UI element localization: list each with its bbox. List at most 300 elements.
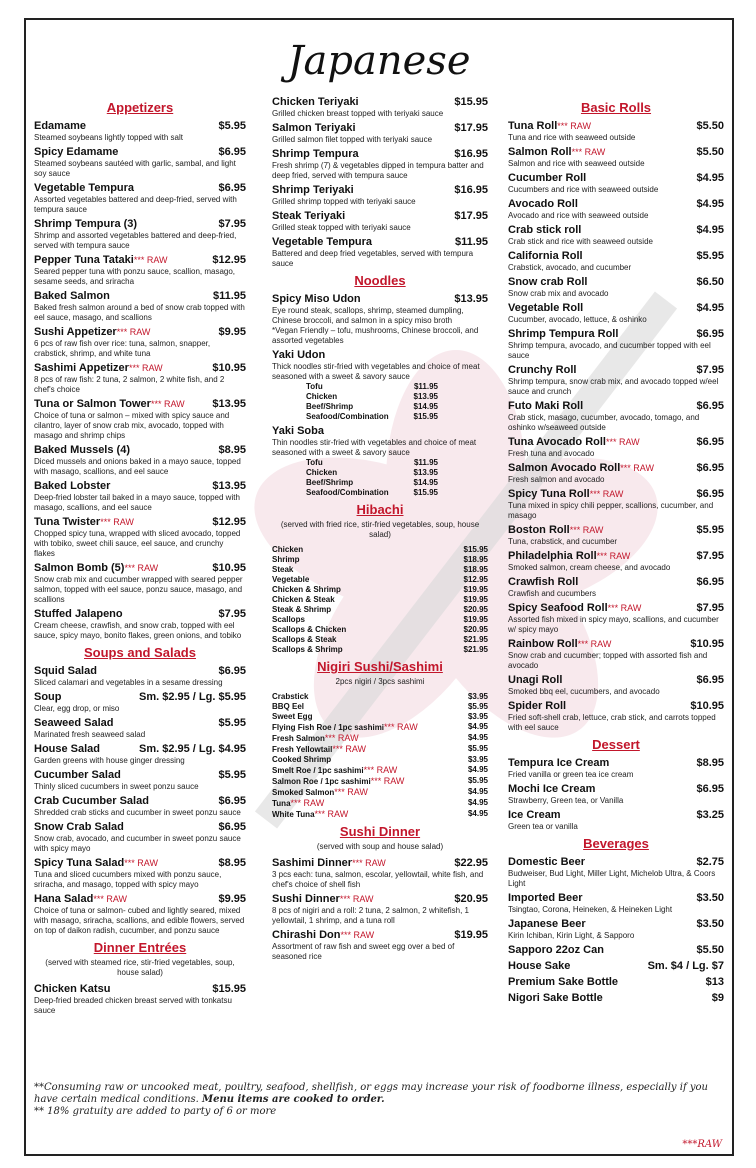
menu-item-price: $6.95 bbox=[696, 783, 724, 795]
menu-item-row bbox=[508, 892, 724, 905]
price-row bbox=[272, 615, 488, 625]
menu-item-name-wrap bbox=[34, 146, 118, 159]
menu-item-name: Baked Mussels (4) bbox=[34, 444, 130, 456]
menu-item-price: $9.95 bbox=[218, 326, 246, 338]
menu-item-row bbox=[508, 944, 724, 957]
menu-item bbox=[272, 184, 488, 207]
price-row-price: $21.95 bbox=[463, 635, 488, 644]
menu-item-description: Snow crab and cucumber; topped with assorted fish and avocado bbox=[508, 651, 708, 670]
menu-item-description: Assorted fish mixed in spicy mayo, scallions, and cucumber w/ spicy mayo bbox=[508, 615, 719, 634]
menu-item bbox=[508, 892, 724, 915]
menu-item-description: 8 pcs of nigiri and a roll: 2 tuna, 2 salmon, 2 whitefish, 1 yellowtail, 1 shrimp, and a tuna roll bbox=[272, 906, 469, 925]
menu-item-row bbox=[272, 349, 488, 362]
price-row bbox=[272, 809, 488, 820]
menu-item-name: Sushi Appetizer bbox=[34, 326, 117, 338]
menu-item-description: Choice of tuna or salmon – mixed with spicy sauce and cilantro, layer of snow crab mix, avocado, topped with masago and shrimp chips bbox=[34, 411, 230, 440]
menu-item bbox=[34, 857, 246, 890]
menu-item bbox=[508, 328, 724, 361]
menu-item bbox=[508, 638, 724, 671]
menu-item-name: Spicy Tuna Roll bbox=[508, 488, 590, 500]
menu-item-name-wrap bbox=[34, 857, 158, 870]
menu-item-price: $12.95 bbox=[212, 516, 246, 528]
price-row-label-wrap bbox=[272, 744, 366, 755]
menu-item-name: Chicken Teriyaki bbox=[272, 96, 359, 108]
menu-item-price: $6.95 bbox=[696, 400, 724, 412]
menu-item bbox=[34, 821, 246, 854]
raw-marker: *** RAW bbox=[607, 603, 642, 613]
menu-item bbox=[508, 436, 724, 459]
section-heading: Appetizers bbox=[106, 100, 174, 115]
menu-item bbox=[34, 146, 246, 179]
price-row-label: Cooked Shrimp bbox=[272, 755, 332, 764]
menu-item-row bbox=[34, 182, 246, 195]
section-heading: Dessert bbox=[592, 737, 640, 752]
menu-item-row bbox=[34, 398, 246, 411]
section-heading: Nigiri Sushi/Sashimi bbox=[317, 659, 443, 674]
menu-item-name: Unagi Roll bbox=[508, 674, 563, 686]
price-row-label: Sweet Egg bbox=[272, 712, 313, 721]
menu-item-row bbox=[272, 293, 488, 306]
menu-item-description: Cucumbers and rice with seaweed outside bbox=[508, 185, 659, 194]
section-note: 2pcs nigiri / 3pcs sashimi bbox=[335, 677, 425, 686]
noodle-option-label: Seafood/Combination bbox=[306, 488, 389, 497]
menu-item-row bbox=[272, 96, 488, 109]
menu-item-name: Chirashi Don bbox=[272, 929, 341, 941]
menu-item-name-wrap bbox=[272, 122, 356, 135]
menu-item bbox=[508, 576, 724, 599]
menu-item-name-wrap bbox=[34, 743, 100, 756]
price-row-price: $19.95 bbox=[463, 585, 488, 594]
noodle-option-price: $13.95 bbox=[413, 468, 438, 477]
price-row-price: $19.95 bbox=[463, 595, 488, 604]
price-row-label: Smoked Salmon bbox=[272, 788, 335, 797]
price-row-price: $4.95 bbox=[467, 798, 488, 807]
menu-item bbox=[34, 182, 246, 215]
menu-item bbox=[34, 983, 246, 1016]
menu-item-name: Seaweed Salad bbox=[34, 717, 114, 729]
price-row-label-wrap bbox=[272, 692, 308, 702]
menu-item-name: Japanese Beer bbox=[508, 918, 586, 930]
menu-item-row bbox=[272, 893, 488, 906]
menu-item-description: Shrimp tempura, avocado, and cucumber topped with eel sauce bbox=[508, 341, 711, 360]
noodle-option-price: $13.95 bbox=[413, 392, 438, 401]
menu-item-price: $4.95 bbox=[696, 224, 724, 236]
menu-item-row bbox=[34, 146, 246, 159]
menu-item-name: Vegetable Roll bbox=[508, 302, 584, 314]
price-row-price: $15.95 bbox=[463, 545, 488, 554]
menu-item-name: Pepper Tuna Tataki bbox=[34, 254, 134, 266]
price-row bbox=[272, 555, 488, 565]
menu-item-price: $15.95 bbox=[212, 983, 246, 995]
menu-item-price: $10.95 bbox=[690, 700, 724, 712]
menu-item-price: $11.95 bbox=[212, 290, 246, 302]
raw-marker: *** RAW bbox=[128, 363, 163, 373]
raw-marker: *** RAW bbox=[93, 894, 127, 904]
left-column bbox=[34, 96, 246, 1019]
noodle-option bbox=[306, 458, 438, 468]
section-note: (served with fried rice, stir-fried vegetables, soup, house salad) bbox=[280, 520, 480, 539]
menu-item-row bbox=[508, 550, 724, 563]
price-row-label: Smelt Roe / 1pc sashimi bbox=[272, 766, 364, 775]
menu-item-price: $10.95 bbox=[690, 638, 724, 650]
raw-marker: *** RAW bbox=[124, 858, 158, 868]
menu-item-name: Salmon Roll bbox=[508, 146, 572, 158]
menu-item-name-wrap bbox=[508, 700, 566, 713]
menu-item-row bbox=[272, 425, 488, 438]
menu-item-price: $7.95 bbox=[696, 602, 724, 614]
menu-item-row bbox=[508, 674, 724, 687]
price-row-price: $12.95 bbox=[463, 575, 488, 584]
price-row-label: Steak bbox=[272, 565, 294, 574]
menu-item bbox=[34, 480, 246, 513]
menu-item bbox=[508, 172, 724, 195]
footer-disclaimer bbox=[34, 1082, 724, 1118]
menu-item-name: Shrimp Tempura Roll bbox=[508, 328, 619, 340]
menu-item-name: Hana Salad bbox=[34, 893, 94, 905]
price-row-label-wrap bbox=[272, 615, 305, 625]
menu-item bbox=[508, 700, 724, 733]
menu-item-description: Fried vanilla or green tea ice cream bbox=[508, 770, 634, 779]
menu-item-description: Eye round steak, scallops, shrimp, steamed dumpling, Chinese broccoli, and salmon in a spicy miso broth bbox=[272, 306, 464, 325]
menu-item-description: Deep-fried breaded chicken breast served with tonkatsu sauce bbox=[34, 996, 232, 1015]
menu-item-row bbox=[34, 444, 246, 457]
price-row bbox=[272, 744, 488, 755]
menu-item bbox=[508, 809, 724, 832]
menu-item-name: Baked Lobster bbox=[34, 480, 111, 492]
menu-item-name-wrap bbox=[508, 172, 586, 185]
menu-item bbox=[508, 550, 724, 573]
menu-item-price: $3.25 bbox=[696, 809, 724, 821]
menu-item-price: $6.95 bbox=[696, 436, 724, 448]
menu-item-name-wrap bbox=[508, 400, 583, 413]
menu-item-name-wrap bbox=[508, 892, 583, 905]
menu-item-name-wrap bbox=[508, 146, 605, 159]
noodle-option bbox=[306, 412, 438, 422]
menu-item-row bbox=[34, 480, 246, 493]
menu-item-description: Garden greens with house ginger dressing bbox=[34, 756, 185, 765]
menu-item-price: $6.95 bbox=[696, 462, 724, 474]
menu-item-row bbox=[508, 918, 724, 931]
menu-item-name: Spicy Edamame bbox=[34, 146, 119, 158]
menu-item-price: $9.95 bbox=[218, 893, 246, 905]
noodle-option bbox=[306, 392, 438, 402]
price-row-label-wrap bbox=[272, 722, 418, 733]
price-row bbox=[272, 776, 488, 787]
price-row bbox=[272, 645, 488, 655]
vegan-note: *Vegan Friendly – tofu, mushrooms, Chinese broccoli, and assorted vegetables bbox=[272, 326, 479, 345]
menu-item-name-wrap bbox=[508, 488, 623, 501]
menu-item-price: $20.95 bbox=[454, 893, 488, 905]
menu-item-name: Salmon Bomb (5) bbox=[34, 562, 125, 574]
menu-item-description: Salmon and rice with seaweed outside bbox=[508, 159, 645, 168]
raw-marker: *** RAW bbox=[133, 255, 168, 265]
menu-item-price: $2.75 bbox=[696, 856, 724, 868]
menu-item bbox=[34, 218, 246, 251]
price-row-label-wrap bbox=[272, 555, 300, 565]
menu-item-name-wrap bbox=[34, 608, 123, 621]
menu-item-row bbox=[34, 562, 246, 575]
menu-item-row bbox=[508, 960, 724, 973]
menu-item-price: $6.95 bbox=[696, 576, 724, 588]
menu-item-name: Premium Sake Bottle bbox=[508, 976, 619, 988]
menu-item-name-wrap bbox=[508, 783, 595, 796]
noodle-option-label: Tofu bbox=[306, 458, 323, 467]
menu-item-name: Tuna Avocado Roll bbox=[508, 436, 606, 448]
noodle-option-label: Chicken bbox=[306, 392, 338, 401]
price-row bbox=[272, 722, 488, 733]
price-row-label: Chicken bbox=[272, 545, 304, 554]
menu-item-price: $8.95 bbox=[218, 444, 246, 456]
menu-item-row bbox=[508, 976, 724, 989]
menu-item-name: Shrimp Teriyaki bbox=[272, 184, 354, 196]
menu-item-description: Fresh salmon and avocado bbox=[508, 475, 605, 484]
price-row-price: $3.95 bbox=[467, 712, 488, 721]
noodle-option bbox=[306, 402, 438, 412]
menu-item bbox=[34, 743, 246, 766]
menu-item-name-wrap bbox=[508, 550, 630, 563]
price-row-price: $5.95 bbox=[467, 702, 488, 711]
price-row-label-wrap bbox=[272, 712, 312, 722]
price-row-label: Salmon Roe / 1pc sashimi bbox=[272, 777, 371, 786]
menu-item-name-wrap bbox=[272, 893, 374, 906]
raw-marker: *** RAW bbox=[332, 744, 366, 754]
menu-item-row bbox=[272, 148, 488, 161]
menu-item-name-wrap bbox=[508, 224, 581, 237]
section-heading: Hibachi bbox=[356, 502, 404, 517]
menu-item-name: Philadelphia Roll bbox=[508, 550, 597, 562]
noodle-option-label: Beef/Shrimp bbox=[306, 402, 354, 411]
menu-item-name: Yaki Udon bbox=[272, 349, 326, 361]
price-row-price: $18.95 bbox=[463, 555, 488, 564]
menu-item-price: $6.50 bbox=[696, 276, 724, 288]
raw-marker: *** RAW bbox=[363, 765, 398, 775]
menu-item-price: $13 bbox=[705, 976, 724, 988]
menu-item-name: Stuffed Jalapeno bbox=[34, 608, 123, 620]
raw-marker: *** RAW bbox=[589, 489, 624, 499]
menu-item-description: Grilled steak topped with teriyaki sauce bbox=[272, 223, 411, 232]
menu-item bbox=[508, 674, 724, 697]
menu-item-row bbox=[508, 462, 724, 475]
menu-item-description: Clear, egg drop, or miso bbox=[34, 704, 120, 713]
menu-item-name-wrap bbox=[34, 795, 149, 808]
menu-item-name: Mochi Ice Cream bbox=[508, 783, 596, 795]
price-row-label: Fresh Yellowtail bbox=[272, 745, 333, 754]
middle-column bbox=[272, 96, 488, 965]
menu-item-name: Spicy Miso Udon bbox=[272, 293, 361, 305]
menu-item bbox=[34, 893, 246, 936]
price-row-price: $4.95 bbox=[467, 765, 488, 774]
price-row-label-wrap bbox=[272, 625, 346, 635]
menu-item-price: $5.95 bbox=[218, 769, 246, 781]
menu-item bbox=[34, 290, 246, 323]
raw-marker: *** RAW bbox=[100, 517, 134, 527]
menu-item-name-wrap bbox=[34, 362, 163, 375]
price-row-label-wrap bbox=[272, 635, 336, 645]
menu-item-price: $4.95 bbox=[696, 172, 724, 184]
raw-legend: ***RAW bbox=[682, 1139, 722, 1150]
menu-item-row bbox=[508, 700, 724, 713]
price-row bbox=[272, 755, 488, 765]
menu-item bbox=[34, 608, 246, 641]
price-row-label-wrap bbox=[272, 787, 368, 798]
menu-item-description: Snow crab, avocado, and cucumber in sweet ponzu sauce with spicy mayo bbox=[34, 834, 241, 853]
menu-item-name: Spider Roll bbox=[508, 700, 567, 712]
menu-item-description: Fresh shrimp (7) & vegetables dipped in tempura batter and deep fried, served with tempura sauce bbox=[272, 161, 484, 180]
menu-item-name-wrap bbox=[34, 398, 185, 411]
price-row-price: $4.95 bbox=[467, 733, 488, 742]
menu-item-description: Thinly sliced cucumbers in sweet ponzu sauce bbox=[34, 782, 199, 791]
menu-item-price: Sm. $4 / Lg. $7 bbox=[647, 960, 724, 972]
menu-item bbox=[272, 893, 488, 926]
menu-item-name: Cucumber Salad bbox=[34, 769, 121, 781]
price-row-label: Crabstick bbox=[272, 692, 309, 701]
price-row bbox=[272, 733, 488, 744]
menu-item bbox=[508, 302, 724, 325]
price-row-label-wrap bbox=[272, 755, 331, 765]
menu-item-name: Spicy Tuna Salad bbox=[34, 857, 125, 869]
price-row-price: $20.95 bbox=[463, 625, 488, 634]
menu-item-description: Green tea or vanilla bbox=[508, 822, 578, 831]
menu-item bbox=[34, 665, 246, 688]
menu-item-price: $6.95 bbox=[218, 182, 246, 194]
menu-item bbox=[34, 444, 246, 477]
noodle-option-label: Tofu bbox=[306, 382, 323, 391]
menu-item-row bbox=[272, 857, 488, 870]
price-row-label-wrap bbox=[272, 645, 343, 655]
menu-item-price: $13.95 bbox=[212, 480, 246, 492]
raw-marker: *** RAW bbox=[334, 787, 368, 797]
raw-marker: *** RAW bbox=[596, 551, 631, 561]
menu-item-description: Shredded crab sticks and cucumber in sweet ponzu sauce bbox=[34, 808, 241, 817]
menu-item-name-wrap bbox=[508, 576, 578, 589]
price-row-price: $4.95 bbox=[467, 787, 488, 796]
menu-item bbox=[508, 198, 724, 221]
menu-item-price: $12.95 bbox=[212, 254, 246, 266]
price-row-label-wrap bbox=[272, 798, 324, 809]
price-row-label-wrap bbox=[272, 809, 348, 820]
price-row-label: Fresh Salmon bbox=[272, 734, 325, 743]
menu-item bbox=[272, 96, 488, 119]
menu-item-name: Tuna Twister bbox=[34, 516, 101, 528]
price-row bbox=[272, 545, 488, 555]
menu-item-price: $15.95 bbox=[454, 96, 488, 108]
price-row-price: $21.95 bbox=[463, 645, 488, 654]
menu-item-name: Sushi Dinner bbox=[272, 893, 340, 905]
price-row bbox=[272, 565, 488, 575]
menu-item-row bbox=[508, 809, 724, 822]
menu-item-row bbox=[508, 364, 724, 377]
foodborne-warning: **Consuming raw or uncooked meat, poultry, seafood, shellfish, or eggs may increase your risk of foodborne illness, especially if you have certain medical conditions. bbox=[34, 1082, 708, 1105]
menu-item-name-wrap bbox=[34, 218, 137, 231]
menu-item-description: Shrimp tempura, snow crab mix, and avocado topped w/eel sauce and crunch bbox=[508, 377, 719, 396]
menu-item-description: Sliced calamari and vegetables in a sesame dressing bbox=[34, 678, 223, 687]
menu-item-name-wrap bbox=[508, 524, 603, 537]
menu-item-price: $7.95 bbox=[696, 364, 724, 376]
menu-item-name-wrap bbox=[508, 809, 561, 822]
raw-marker: *** RAW bbox=[116, 327, 151, 337]
menu-item-price: $9 bbox=[711, 992, 724, 1004]
price-row-price: $5.95 bbox=[467, 776, 488, 785]
section-note: (served with soup and house salad) bbox=[316, 842, 444, 851]
menu-item-name-wrap bbox=[34, 691, 62, 704]
price-row bbox=[272, 765, 488, 776]
menu-item bbox=[508, 276, 724, 299]
price-row bbox=[272, 702, 488, 712]
menu-item-description: Budweiser, Bud Light, Miller Light, Michelob Ultra, & Coors Light bbox=[508, 869, 716, 888]
menu-item-name: Sapporo 22oz Can bbox=[508, 944, 604, 956]
price-row-label-wrap bbox=[272, 575, 309, 585]
raw-marker: *** RAW bbox=[577, 639, 612, 649]
menu-item-description: Fried soft-shell crab, lettuce, crab stick, and carrots topped with eel sauce bbox=[508, 713, 716, 732]
menu-item bbox=[272, 236, 488, 269]
raw-marker: *** RAW bbox=[569, 525, 604, 535]
menu-item-name: Steak Teriyaki bbox=[272, 210, 346, 222]
menu-item-name-wrap bbox=[272, 96, 359, 109]
price-row bbox=[272, 635, 488, 645]
menu-item-name-wrap bbox=[34, 665, 97, 678]
price-row bbox=[272, 585, 488, 595]
menu-item-row bbox=[34, 857, 246, 870]
menu-item-price: $13.95 bbox=[454, 293, 488, 305]
price-row-label: Scallops & Chicken bbox=[272, 625, 347, 634]
noodle-option-price: $11.95 bbox=[413, 458, 438, 467]
gratuity-note: ** 18% gratuity are added to party of 6 or more bbox=[34, 1106, 277, 1117]
menu-item bbox=[508, 120, 724, 143]
menu-item-row bbox=[508, 400, 724, 413]
price-row-label-wrap bbox=[272, 565, 293, 575]
price-row-label-wrap bbox=[272, 733, 359, 744]
noodle-option-price: $15.95 bbox=[413, 488, 438, 497]
menu-item-description: Chopped spicy tuna, wrapped with sliced avocado, topped with tobiko, sweet chili sauce, eel sauce, and crunchy flakes bbox=[34, 529, 241, 558]
section-heading: Soups and Salads bbox=[84, 645, 196, 660]
price-row bbox=[272, 798, 488, 809]
menu-item-name-wrap bbox=[508, 250, 583, 263]
menu-item-price: $5.95 bbox=[218, 120, 246, 132]
menu-item-description: Crabstick, avocado, and cucumber bbox=[508, 263, 632, 272]
menu-item-name: Spicy Seafood Roll bbox=[508, 602, 608, 614]
menu-item-price: $3.50 bbox=[696, 892, 724, 904]
raw-marker: *** RAW bbox=[290, 798, 325, 808]
menu-item-price: $7.95 bbox=[218, 608, 246, 620]
menu-item-row bbox=[508, 602, 724, 615]
menu-item-description: Fresh tuna and avocado bbox=[508, 449, 595, 458]
menu-item-name-wrap bbox=[34, 444, 130, 457]
menu-item-name: Crab Cucumber Salad bbox=[34, 795, 149, 807]
menu-item-name: Baked Salmon bbox=[34, 290, 110, 302]
menu-item bbox=[34, 562, 246, 605]
menu-item-name-wrap bbox=[272, 929, 374, 942]
menu-item-row bbox=[34, 218, 246, 231]
menu-item bbox=[272, 122, 488, 145]
menu-item-description: Snow crab mix and cucumber wrapped with seared pepper salmon, topped with eel sauce, ponzu sauce, masago, and scallions bbox=[34, 575, 243, 604]
menu-item-row bbox=[272, 210, 488, 223]
menu-item-row bbox=[272, 929, 488, 942]
menu-item bbox=[508, 400, 724, 433]
menu-item-name: Vegetable Tempura bbox=[34, 182, 135, 194]
price-row-price: $3.95 bbox=[467, 755, 488, 764]
price-row-label: Scallops & Steak bbox=[272, 635, 337, 644]
menu-item-name: Cucumber Roll bbox=[508, 172, 587, 184]
menu-item-name: California Roll bbox=[508, 250, 583, 262]
menu-item-description: Marinated fresh seaweed salad bbox=[34, 730, 146, 739]
menu-item bbox=[508, 364, 724, 397]
menu-item-description: Battered and deep fried vegetables, served with tempura sauce bbox=[272, 249, 474, 268]
menu-item-price: $6.95 bbox=[218, 795, 246, 807]
menu-item-name: House Salad bbox=[34, 743, 101, 755]
menu-item-description: Crawfish and cucumbers bbox=[508, 589, 597, 598]
menu-item-name-wrap bbox=[508, 638, 611, 651]
menu-item-description: Thick noodles stir-fried with vegetables and choice of meat seasoned with a sweet & savory sauce bbox=[272, 362, 480, 381]
